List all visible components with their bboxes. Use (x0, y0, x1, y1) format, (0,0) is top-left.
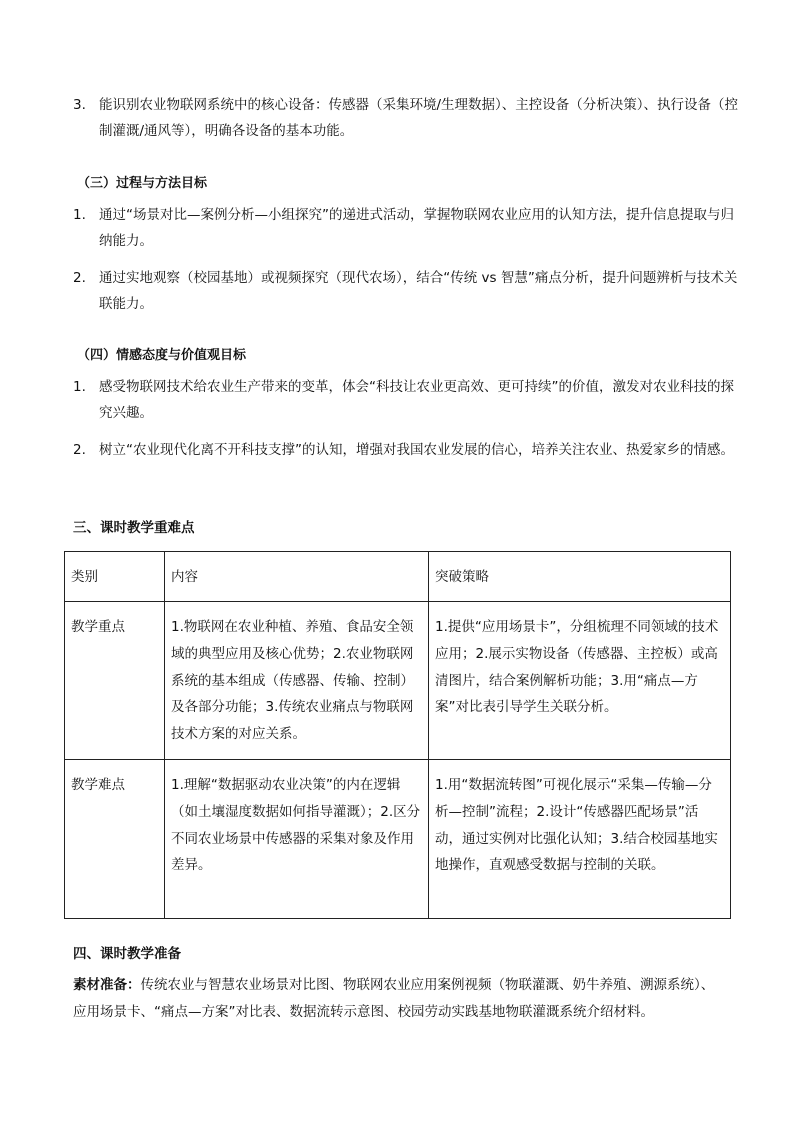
table-row (65, 760, 731, 919)
key-difficult-points-table (64, 551, 731, 919)
process-heading: （三）过程与方法目标 (77, 176, 208, 191)
list-text: 通过“场景对比—案例分析—小组探究”的递进式活动，掌握物联网农业应用的认知方法，提升信息提取与归纳能力。 (99, 207, 734, 249)
list-text: 感受物联网技术给农业生产带来的变革，体会“科技让农业更高效、更可持续”的价值，激发对农业科技的探究兴趣。 (99, 379, 734, 421)
row-content: 1.理解“数据驱动农业决策”的内在逻辑（如土壤湿度数据如何指导灌溉）；2.区分不同农业场景中传感器的采集对象及作用差异。 (165, 760, 429, 919)
row-content: 1.物联网在农业种植、养殖、食品安全领域的典型应用及核心优势；2.农业物联网系统的基本组成（传感器、传输、控制）及各部分功能；3.传统农业痛点与物联网技术方案的对应关系。 (165, 602, 429, 760)
list-number: 2. (73, 270, 86, 286)
list-number: 2. (73, 442, 86, 458)
materials-paragraph (73, 972, 723, 1026)
materials-label: 素材准备： (73, 977, 141, 993)
list-text: 通过实地观察（校园基地）或视频探究（现代农场），结合“传统 vs 智慧”痛点分析，提升问题辨析与技术关联能力。 (99, 270, 738, 312)
row-category: 教学重点 (65, 602, 165, 760)
list-text: 能识别农业物联网系统中的核心设备：传感器（采集环境/生理数据）、主控设备（分析决策）、执行设备（控制灌溉/通风等），明确各设备的基本功能。 (99, 97, 739, 139)
materials-text: 传统农业与智慧农业场景对比图、物联网农业应用案例视频（物联灌溉、奶牛养殖、溯源系统）、应用场景卡、“痛点—方案”对比表、数据流转示意图、校园劳动实践基地物联灌溉系统介绍材料。 (73, 977, 715, 1020)
row-strategy: 1.提供“应用场景卡”，分组梳理不同领域的技术应用；2.展示实物设备（传感器、主控板）或高清图片，结合案例解析功能；3.用“痛点—方案”对比表引导学生关联分析。 (429, 602, 731, 760)
list-number: 3. (73, 97, 86, 113)
row-category: 教学难点 (65, 760, 165, 919)
header-strategy: 突破策略 (429, 552, 731, 602)
list-number: 1. (73, 207, 86, 223)
header-content: 内容 (165, 552, 429, 602)
list-text: 树立“农业现代化离不开科技支撑”的认知，增强对我国农业发展的信心，培养关注农业、热爱家乡的情感。 (99, 442, 734, 458)
row-strategy: 1.用“数据流转图”可视化展示“采集—传输—分析—控制”流程；2.设计“传感器匹配场景”活动，通过实例对比强化认知；3.结合校园基地实地操作，直观感受数据与控制的关联。 (429, 760, 731, 919)
header-category: 类别 (65, 552, 165, 602)
section-heading-4: 四、课时教学准备 (73, 946, 181, 962)
section-heading-3: 三、课时教学重难点 (73, 520, 195, 536)
emotion-heading: （四）情感态度与价值观目标 (77, 348, 247, 363)
table-header-row (65, 552, 731, 602)
table-row (65, 602, 731, 760)
list-number: 1. (73, 379, 86, 395)
